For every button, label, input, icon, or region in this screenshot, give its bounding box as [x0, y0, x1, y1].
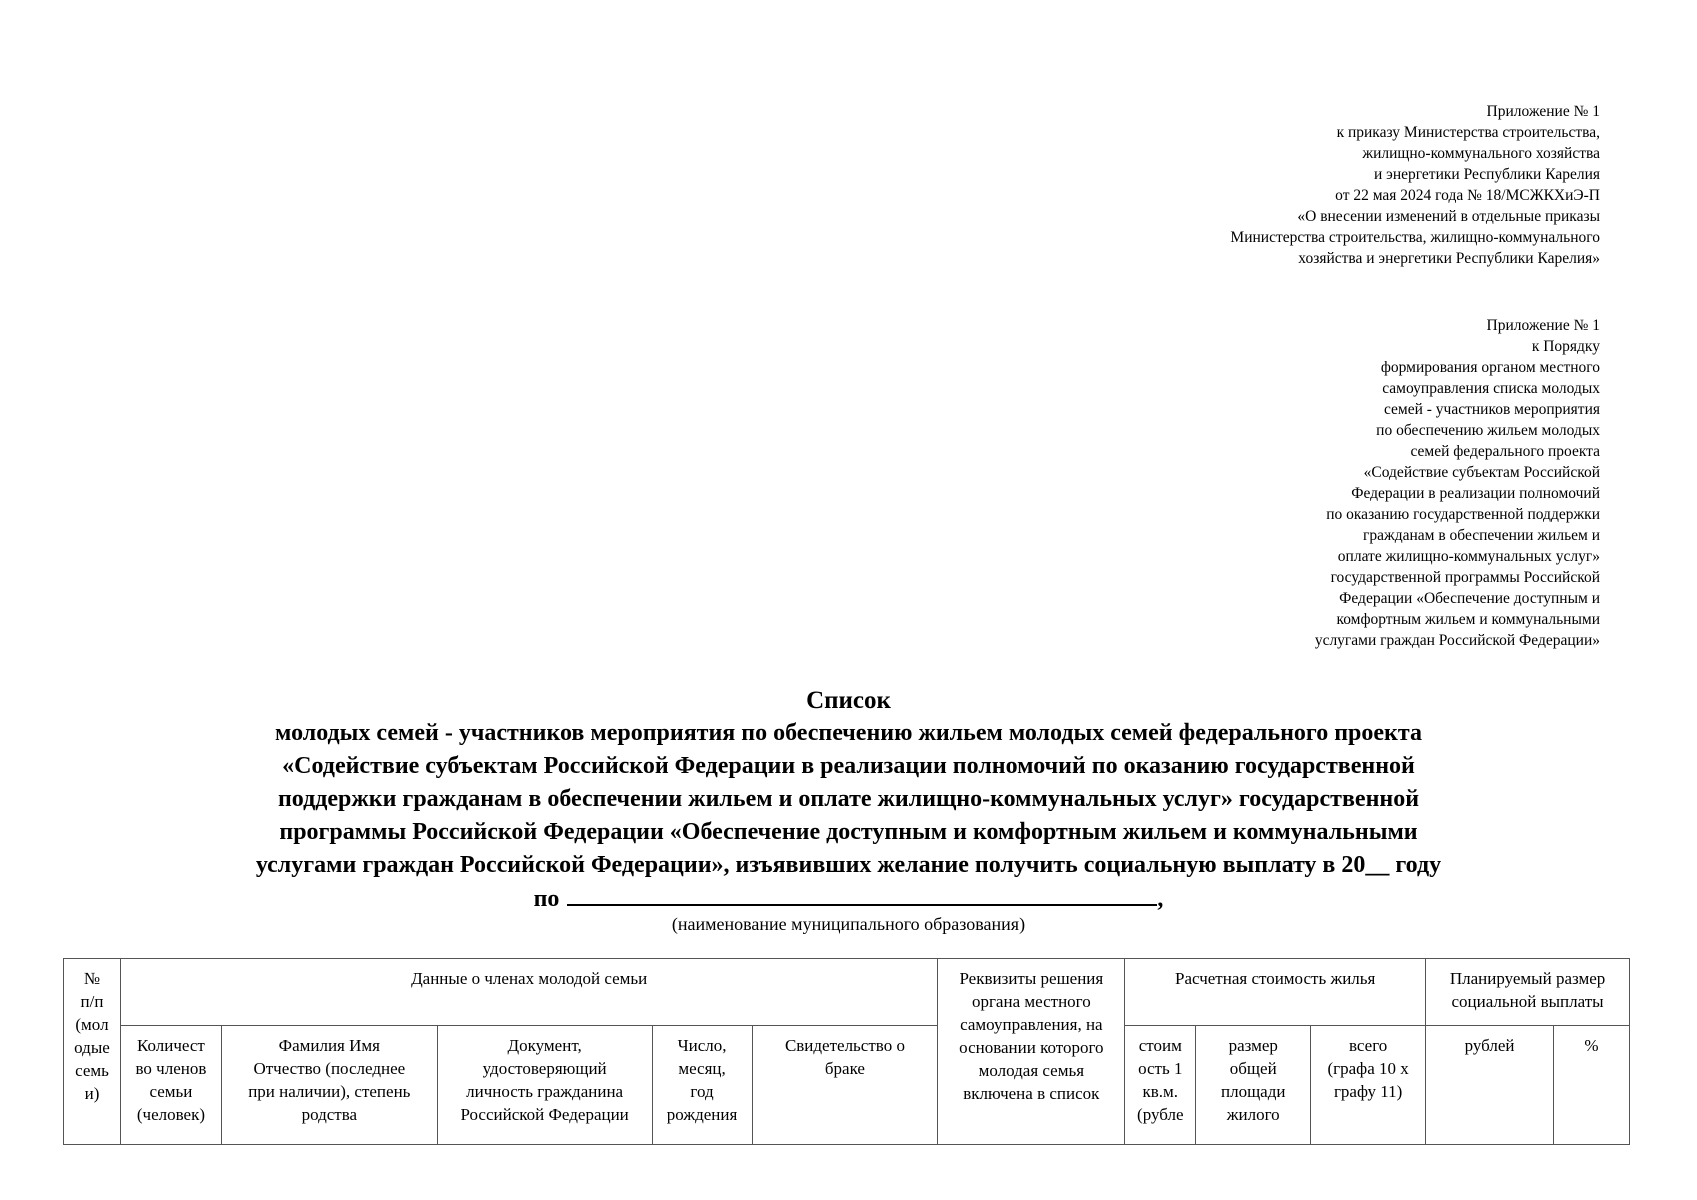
appendix-1-header	[1230, 101, 1600, 269]
appendix-2-line: к Порядку	[1531, 338, 1600, 355]
appendix-2-line: оплате жилищно-коммунальных услуг»	[1337, 548, 1600, 565]
header-cost-sqm-line: стоим	[1138, 1036, 1182, 1055]
header-birth-date	[652, 1026, 752, 1145]
po-prefix: по	[533, 886, 560, 912]
header-doc-line: Российской Федерации	[460, 1105, 629, 1124]
po-suffix: ,	[1157, 886, 1164, 912]
municipality-caption: (наименование муниципального образования)	[671, 914, 1026, 934]
header-cost-sqm-line: ость 1	[1138, 1059, 1183, 1078]
appendix-1-line: Приложение № 1	[1486, 103, 1600, 120]
header-doc-line: личность гражданина	[466, 1082, 624, 1101]
header-doc-line: удостоверяющий	[482, 1059, 607, 1078]
appendix-2-line: Федерации «Обеспечение доступным и	[1339, 590, 1600, 607]
header-total-line: всего	[1348, 1036, 1388, 1055]
header-total-cost	[1311, 1026, 1426, 1145]
appendix-2-line: Федерации в реализации полномочий	[1351, 485, 1600, 502]
appendix-2-line: самоуправления списка молодых	[1382, 380, 1600, 397]
header-marriage-certificate	[752, 1026, 938, 1145]
header-marriage-line: Свидетельство о	[784, 1036, 905, 1055]
header-percent: %	[1553, 1026, 1629, 1145]
table-header-row-2	[64, 1026, 1630, 1145]
header-rubles: рублей	[1426, 1026, 1554, 1145]
header-number-line: (мол	[75, 1015, 109, 1034]
families-table	[63, 958, 1630, 1145]
header-number-line: №	[83, 969, 101, 988]
header-total-line: (графа 10 х	[1327, 1059, 1409, 1078]
header-payment-line: социальной выплаты	[1451, 992, 1604, 1011]
header-decision-line: молодая семья	[978, 1061, 1085, 1080]
header-area-line: общей	[1229, 1059, 1277, 1078]
header-number-line: одые	[74, 1038, 110, 1057]
appendix-2-line: услугами граждан Российской Федерации»	[1314, 632, 1600, 649]
table-header-row-1	[64, 959, 1630, 1026]
header-doc-line: Документ,	[507, 1036, 582, 1055]
title-line: услугами граждан Российской Федерации», изъявивших желание получить социальную выплату в 20__ году	[255, 852, 1442, 878]
header-area	[1196, 1026, 1311, 1145]
appendix-2-line: формирования органом местного	[1380, 359, 1600, 376]
header-name-line: Отчество (последнее	[253, 1059, 406, 1078]
header-decision-line: основании которого	[959, 1038, 1104, 1057]
header-name-line: при наличии), степень	[248, 1082, 411, 1101]
header-area-line: площади	[1220, 1082, 1286, 1101]
header-name-line: Фамилия Имя	[278, 1036, 380, 1055]
header-members-line: во членов	[135, 1059, 207, 1078]
appendix-2-line: Приложение № 1	[1486, 317, 1600, 334]
appendix-2-line: государственной программы Российской	[1330, 569, 1600, 586]
title-heading: Список	[806, 687, 891, 714]
header-members-line: (человек)	[136, 1105, 206, 1124]
header-decision-line: включена в список	[963, 1084, 1100, 1103]
header-family-data: Данные о членах молодой семьи	[120, 959, 937, 1026]
header-payment-line: Планируемый размер	[1449, 969, 1606, 988]
header-name-line: родства	[301, 1105, 358, 1124]
appendix-2-line: семей федерального проекта	[1410, 443, 1600, 460]
appendix-1-line: к приказу Министерства строительства,	[1336, 124, 1600, 141]
header-total-line: графу 11)	[1333, 1082, 1403, 1101]
appendix-2-line: семей - участников мероприятия	[1383, 401, 1600, 418]
municipality-blank	[567, 882, 1157, 906]
header-planned-payment	[1426, 959, 1630, 1026]
header-decision-line: Реквизиты решения	[959, 969, 1104, 988]
header-cost-per-sqm	[1125, 1026, 1196, 1145]
appendix-1-line: «О внесении изменений в отдельные приказы	[1297, 208, 1600, 225]
title-line: молодых семей - участников мероприятия по обеспечению жильем молодых семей федерального проекта	[275, 720, 1422, 746]
appendix-2-line: гражданам в обеспечении жильем и	[1363, 527, 1600, 544]
header-number-line: и)	[84, 1084, 100, 1103]
header-housing-cost: Расчетная стоимость жилья	[1125, 959, 1426, 1026]
appendix-1-line: жилищно-коммунального хозяйства	[1362, 145, 1600, 162]
header-members-line: Количест	[137, 1036, 205, 1055]
title-line: «Содействие субъектам Российской Федерации в реализации полномочий по оказанию государственной	[282, 753, 1415, 779]
header-area-line: размер	[1228, 1036, 1278, 1055]
document-title	[0, 684, 1697, 882]
appendix-2-header	[1315, 315, 1600, 651]
header-decision-line: органа местного	[971, 992, 1091, 1011]
header-decision-line: самоуправления, на	[960, 1015, 1103, 1034]
appendix-1-line: Министерства строительства, жилищно-коммунального	[1230, 229, 1600, 246]
header-birth-line: год	[690, 1082, 714, 1101]
appendix-1-line: хозяйства и энергетики Республики Карелия»	[1298, 250, 1600, 267]
header-members-count	[120, 1026, 221, 1145]
appendix-1-line: от 22 мая 2024 года № 18/МСЖКХиЭ-П	[1335, 187, 1600, 204]
header-cost-sqm-line: кв.м.	[1142, 1082, 1179, 1101]
appendix-2-line: по обеспечению жильем молодых	[1376, 422, 1600, 439]
municipality-line	[0, 882, 1697, 914]
header-id-document	[437, 1026, 652, 1145]
header-number-line: семь	[75, 1061, 109, 1080]
header-area-line: жилого	[1226, 1105, 1280, 1124]
header-birth-line: Число,	[677, 1036, 727, 1055]
appendix-1-line: и энергетики Республики Карелия	[1374, 166, 1600, 183]
header-birth-line: месяц,	[678, 1059, 726, 1078]
header-members-line: семьи	[149, 1082, 193, 1101]
title-line: поддержки гражданам в обеспечении жильем и оплате жилищно-коммунальных услуг» государственной	[277, 786, 1420, 812]
header-decision	[938, 959, 1125, 1145]
header-marriage-line: браке	[824, 1059, 865, 1078]
header-number	[64, 959, 121, 1145]
header-full-name	[221, 1026, 437, 1145]
appendix-2-line: «Содействие субъектам Российской	[1363, 464, 1600, 481]
header-cost-sqm-line: (рубле	[1137, 1105, 1184, 1124]
header-number-line: п/п	[80, 992, 104, 1011]
title-line: программы Российской Федерации «Обеспечение доступным и комфортным жильем и коммунальными	[279, 819, 1418, 845]
appendix-2-line: по оказанию государственной поддержки	[1326, 506, 1600, 523]
header-birth-line: рождения	[666, 1105, 738, 1124]
appendix-2-line: комфортным жильем и коммунальными	[1336, 611, 1600, 628]
